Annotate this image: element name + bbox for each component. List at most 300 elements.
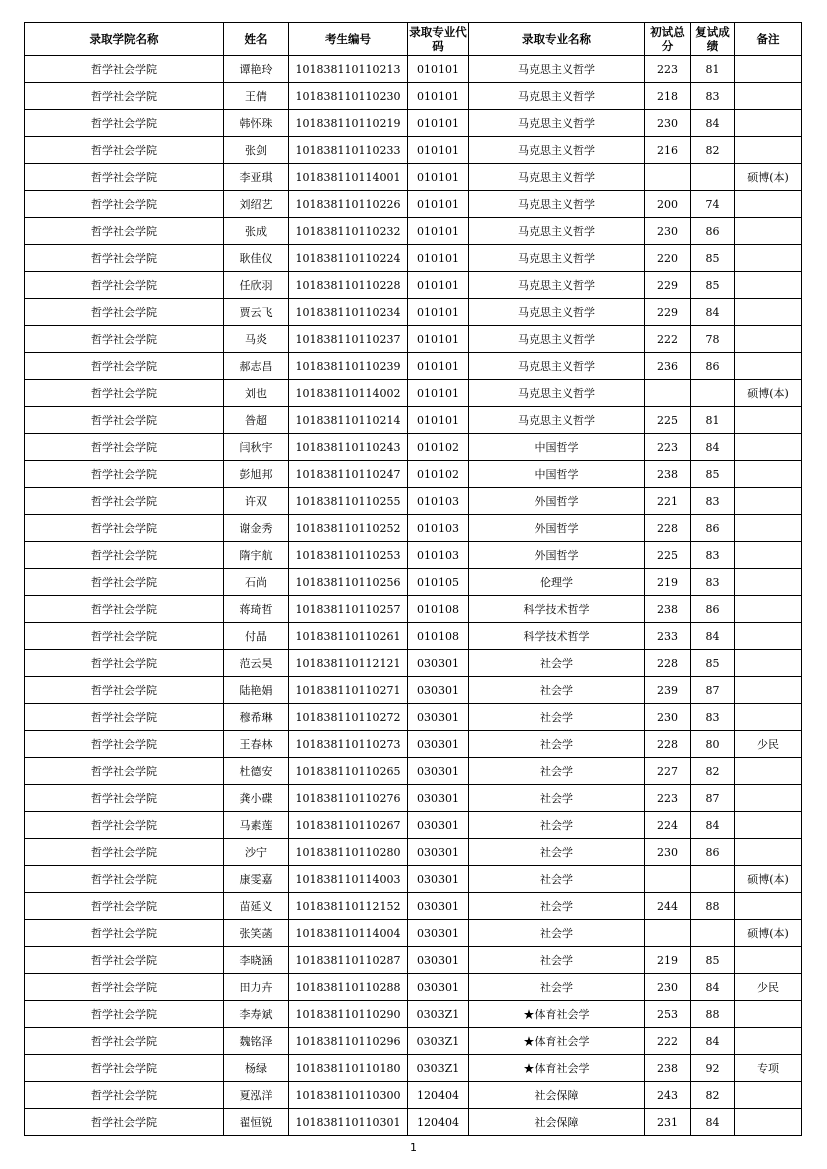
table-row [25, 110, 802, 137]
cell-college: 哲学社会学院 [25, 866, 224, 893]
cell-remark [735, 1082, 802, 1109]
cell-major-name: 社会学 [469, 677, 645, 704]
cell-college: 哲学社会学院 [25, 893, 224, 920]
cell-remark [735, 704, 802, 731]
cell-college: 哲学社会学院 [25, 542, 224, 569]
cell-college: 哲学社会学院 [25, 191, 224, 218]
cell-major-name: 外国哲学 [469, 488, 645, 515]
cell-major-code: 030301 [408, 974, 469, 1001]
cell-initial-score: 219 [645, 947, 691, 974]
cell-major-code: 010101 [408, 407, 469, 434]
cell-remark [735, 434, 802, 461]
cell-exam-no: 101838110110247 [289, 461, 408, 488]
cell-college: 哲学社会学院 [25, 785, 224, 812]
col-header-initial-score: 初试总分 [645, 23, 691, 56]
cell-exam-no: 101838110110252 [289, 515, 408, 542]
cell-exam-no: 101838110110301 [289, 1109, 408, 1136]
cell-major-name: 社会学 [469, 704, 645, 731]
cell-exam-no: 101838110110237 [289, 326, 408, 353]
cell-major-code: 010101 [408, 83, 469, 110]
cell-retest-score: 81 [691, 56, 735, 83]
cell-major-name: 马克思主义哲学 [469, 83, 645, 110]
table-row [25, 56, 802, 83]
table-row [25, 218, 802, 245]
cell-retest-score [691, 920, 735, 947]
cell-major-name: 社会保障 [469, 1109, 645, 1136]
cell-major-name: 科学技术哲学 [469, 623, 645, 650]
cell-college: 哲学社会学院 [25, 299, 224, 326]
cell-major-name: 社会学 [469, 947, 645, 974]
cell-initial-score: 218 [645, 83, 691, 110]
table-row [25, 191, 802, 218]
col-header-name: 姓名 [224, 23, 289, 56]
table-row [25, 515, 802, 542]
cell-exam-no: 101838110110290 [289, 1001, 408, 1028]
cell-college: 哲学社会学院 [25, 758, 224, 785]
cell-initial-score: 222 [645, 1028, 691, 1055]
cell-initial-score: 227 [645, 758, 691, 785]
cell-college: 哲学社会学院 [25, 974, 224, 1001]
cell-exam-no: 101838110110257 [289, 596, 408, 623]
cell-major-code: 010103 [408, 542, 469, 569]
cell-major-code: 030301 [408, 947, 469, 974]
cell-major-code: 0303Z1 [408, 1001, 469, 1028]
cell-initial-score: 223 [645, 785, 691, 812]
cell-major-code: 010101 [408, 245, 469, 272]
cell-remark [735, 542, 802, 569]
cell-initial-score: 236 [645, 353, 691, 380]
cell-major-name: 伦理学 [469, 569, 645, 596]
cell-remark: 硕博(本) [735, 380, 802, 407]
cell-initial-score: 230 [645, 839, 691, 866]
cell-retest-score: 82 [691, 1082, 735, 1109]
cell-major-code: 010103 [408, 515, 469, 542]
cell-initial-score: 238 [645, 596, 691, 623]
admission-table [24, 22, 802, 1136]
cell-college: 哲学社会学院 [25, 272, 224, 299]
cell-college: 哲学社会学院 [25, 623, 224, 650]
cell-major-code: 010101 [408, 353, 469, 380]
cell-major-name: ★体育社会学 [469, 1055, 645, 1082]
table-body [25, 56, 802, 1136]
cell-major-code: 030301 [408, 812, 469, 839]
table-row [25, 380, 802, 407]
cell-remark: 少民 [735, 974, 802, 1001]
cell-college: 哲学社会学院 [25, 380, 224, 407]
cell-retest-score: 74 [691, 191, 735, 218]
cell-major-name: 社会学 [469, 812, 645, 839]
cell-retest-score: 84 [691, 434, 735, 461]
cell-major-code: 010108 [408, 596, 469, 623]
cell-college: 哲学社会学院 [25, 920, 224, 947]
cell-name: 贾云飞 [224, 299, 289, 326]
table-row [25, 407, 802, 434]
cell-major-name: 马克思主义哲学 [469, 164, 645, 191]
cell-major-name: 社会学 [469, 758, 645, 785]
cell-remark [735, 1109, 802, 1136]
cell-remark: 硕博(本) [735, 920, 802, 947]
cell-remark [735, 407, 802, 434]
cell-exam-no: 101838110110296 [289, 1028, 408, 1055]
cell-major-name: 马克思主义哲学 [469, 245, 645, 272]
cell-remark [735, 839, 802, 866]
cell-major-code: 030301 [408, 839, 469, 866]
cell-retest-score: 85 [691, 272, 735, 299]
cell-major-code: 030301 [408, 920, 469, 947]
cell-major-code: 0303Z1 [408, 1028, 469, 1055]
table-row [25, 1109, 802, 1136]
cell-initial-score: 225 [645, 407, 691, 434]
cell-name: 谭艳玲 [224, 56, 289, 83]
cell-major-code: 120404 [408, 1082, 469, 1109]
cell-initial-score: 216 [645, 137, 691, 164]
cell-major-code: 010101 [408, 191, 469, 218]
cell-college: 哲学社会学院 [25, 461, 224, 488]
cell-name: 郝志昌 [224, 353, 289, 380]
cell-name: 闫秋宇 [224, 434, 289, 461]
cell-initial-score: 225 [645, 542, 691, 569]
cell-college: 哲学社会学院 [25, 839, 224, 866]
cell-college: 哲学社会学院 [25, 1001, 224, 1028]
cell-major-name: 社会学 [469, 893, 645, 920]
col-header-remark: 备注 [735, 23, 802, 56]
cell-name: 石尚 [224, 569, 289, 596]
cell-major-name: 马克思主义哲学 [469, 218, 645, 245]
cell-name: 沙宁 [224, 839, 289, 866]
page-number: 1 [410, 1141, 417, 1154]
cell-major-code: 030301 [408, 785, 469, 812]
cell-name: 张成 [224, 218, 289, 245]
cell-major-code: 030301 [408, 704, 469, 731]
cell-remark [735, 245, 802, 272]
cell-major-code: 010101 [408, 164, 469, 191]
table-row [25, 1028, 802, 1055]
cell-exam-no: 101838110110261 [289, 623, 408, 650]
col-header-college: 录取学院名称 [25, 23, 224, 56]
cell-retest-score: 84 [691, 1109, 735, 1136]
cell-remark [735, 515, 802, 542]
cell-name: 魏铭泽 [224, 1028, 289, 1055]
cell-name: 许双 [224, 488, 289, 515]
table-row [25, 758, 802, 785]
cell-remark [735, 812, 802, 839]
cell-remark [735, 758, 802, 785]
table-row [25, 434, 802, 461]
cell-retest-score: 84 [691, 812, 735, 839]
cell-college: 哲学社会学院 [25, 407, 224, 434]
cell-major-name: 社会学 [469, 785, 645, 812]
cell-remark [735, 461, 802, 488]
cell-retest-score: 92 [691, 1055, 735, 1082]
cell-remark [735, 677, 802, 704]
cell-exam-no: 101838110110287 [289, 947, 408, 974]
cell-retest-score: 88 [691, 893, 735, 920]
cell-remark [735, 272, 802, 299]
table-row [25, 245, 802, 272]
cell-remark [735, 218, 802, 245]
cell-major-name: 马克思主义哲学 [469, 326, 645, 353]
cell-name: 蒋琦哲 [224, 596, 289, 623]
table-row [25, 785, 802, 812]
cell-major-code: 030301 [408, 866, 469, 893]
table-row [25, 623, 802, 650]
cell-remark [735, 1001, 802, 1028]
cell-remark [735, 893, 802, 920]
cell-name: 田力卉 [224, 974, 289, 1001]
cell-initial-score [645, 380, 691, 407]
cell-remark [735, 569, 802, 596]
cell-major-name: 马克思主义哲学 [469, 299, 645, 326]
table-row [25, 1055, 802, 1082]
header-row [25, 23, 802, 56]
cell-retest-score: 83 [691, 488, 735, 515]
cell-college: 哲学社会学院 [25, 1028, 224, 1055]
cell-college: 哲学社会学院 [25, 164, 224, 191]
cell-major-code: 030301 [408, 758, 469, 785]
table-row [25, 839, 802, 866]
cell-major-name: 社会学 [469, 839, 645, 866]
cell-initial-score [645, 866, 691, 893]
cell-major-code: 0303Z1 [408, 1055, 469, 1082]
cell-retest-score: 84 [691, 110, 735, 137]
cell-initial-score: 238 [645, 1055, 691, 1082]
cell-name: 任欣羽 [224, 272, 289, 299]
cell-remark [735, 137, 802, 164]
cell-remark [735, 353, 802, 380]
table-row [25, 1082, 802, 1109]
cell-exam-no: 101838110110271 [289, 677, 408, 704]
cell-exam-no: 101838110110224 [289, 245, 408, 272]
cell-retest-score [691, 380, 735, 407]
cell-initial-score: 223 [645, 56, 691, 83]
col-header-retest-score: 复试成绩 [691, 23, 735, 56]
cell-exam-no: 101838110110272 [289, 704, 408, 731]
cell-retest-score [691, 866, 735, 893]
table-row [25, 542, 802, 569]
cell-exam-no: 101838110110226 [289, 191, 408, 218]
cell-major-code: 030301 [408, 893, 469, 920]
cell-exam-no: 101838110110233 [289, 137, 408, 164]
cell-retest-score: 85 [691, 650, 735, 677]
table-row [25, 164, 802, 191]
cell-college: 哲学社会学院 [25, 947, 224, 974]
cell-major-name: ★体育社会学 [469, 1001, 645, 1028]
cell-retest-score: 83 [691, 83, 735, 110]
cell-college: 哲学社会学院 [25, 596, 224, 623]
cell-initial-score: 219 [645, 569, 691, 596]
cell-initial-score [645, 164, 691, 191]
cell-exam-no: 101838110110253 [289, 542, 408, 569]
table-row [25, 704, 802, 731]
cell-initial-score: 253 [645, 1001, 691, 1028]
cell-name: 杨绿 [224, 1055, 289, 1082]
cell-name: 陆艳娟 [224, 677, 289, 704]
cell-college: 哲学社会学院 [25, 353, 224, 380]
cell-college: 哲学社会学院 [25, 326, 224, 353]
cell-remark [735, 947, 802, 974]
cell-major-code: 010101 [408, 110, 469, 137]
cell-remark [735, 326, 802, 353]
cell-major-name: 马克思主义哲学 [469, 407, 645, 434]
cell-initial-score: 230 [645, 974, 691, 1001]
cell-major-name: 科学技术哲学 [469, 596, 645, 623]
cell-major-code: 030301 [408, 731, 469, 758]
cell-initial-score: 220 [645, 245, 691, 272]
cell-major-name: 马克思主义哲学 [469, 353, 645, 380]
table-row [25, 920, 802, 947]
cell-major-name: ★体育社会学 [469, 1028, 645, 1055]
cell-initial-score: 222 [645, 326, 691, 353]
cell-major-name: 马克思主义哲学 [469, 380, 645, 407]
cell-name: 谢金秀 [224, 515, 289, 542]
cell-exam-no: 101838110110276 [289, 785, 408, 812]
cell-college: 哲学社会学院 [25, 245, 224, 272]
cell-major-code: 010102 [408, 461, 469, 488]
cell-initial-score: 229 [645, 272, 691, 299]
cell-retest-score: 85 [691, 461, 735, 488]
cell-remark [735, 299, 802, 326]
cell-college: 哲学社会学院 [25, 731, 224, 758]
col-header-major-code: 录取专业代码 [408, 23, 469, 56]
cell-major-name: 社会学 [469, 920, 645, 947]
cell-initial-score: 224 [645, 812, 691, 839]
cell-name: 李寿斌 [224, 1001, 289, 1028]
cell-initial-score: 244 [645, 893, 691, 920]
cell-major-code: 010102 [408, 434, 469, 461]
cell-name: 夏泓洋 [224, 1082, 289, 1109]
table-row [25, 272, 802, 299]
cell-remark: 硕博(本) [735, 866, 802, 893]
cell-remark: 专项 [735, 1055, 802, 1082]
cell-major-code: 010108 [408, 623, 469, 650]
cell-exam-no: 101838110114003 [289, 866, 408, 893]
cell-initial-score: 230 [645, 110, 691, 137]
cell-name: 王春林 [224, 731, 289, 758]
cell-retest-score: 82 [691, 137, 735, 164]
cell-retest-score: 87 [691, 677, 735, 704]
cell-initial-score: 221 [645, 488, 691, 515]
cell-exam-no: 101838110110234 [289, 299, 408, 326]
cell-exam-no: 101838110110213 [289, 56, 408, 83]
cell-major-code: 010105 [408, 569, 469, 596]
cell-college: 哲学社会学院 [25, 1109, 224, 1136]
cell-exam-no: 101838110110232 [289, 218, 408, 245]
cell-retest-score: 86 [691, 218, 735, 245]
table-row [25, 569, 802, 596]
cell-initial-score: 228 [645, 650, 691, 677]
cell-remark [735, 191, 802, 218]
cell-college: 哲学社会学院 [25, 83, 224, 110]
cell-exam-no: 101838110110180 [289, 1055, 408, 1082]
cell-name: 张剑 [224, 137, 289, 164]
cell-name: 刘绍艺 [224, 191, 289, 218]
cell-exam-no: 101838110110300 [289, 1082, 408, 1109]
cell-retest-score: 82 [691, 758, 735, 785]
cell-remark [735, 83, 802, 110]
table-row [25, 461, 802, 488]
cell-college: 哲学社会学院 [25, 569, 224, 596]
cell-exam-no: 101838110110273 [289, 731, 408, 758]
table-row [25, 650, 802, 677]
cell-retest-score: 86 [691, 839, 735, 866]
cell-exam-no: 101838110110243 [289, 434, 408, 461]
cell-initial-score [645, 920, 691, 947]
table-row [25, 866, 802, 893]
cell-retest-score: 86 [691, 353, 735, 380]
cell-major-code: 010103 [408, 488, 469, 515]
cell-major-name: 马克思主义哲学 [469, 272, 645, 299]
table-row [25, 137, 802, 164]
cell-initial-score: 231 [645, 1109, 691, 1136]
cell-major-name: 外国哲学 [469, 515, 645, 542]
cell-major-code: 030301 [408, 650, 469, 677]
cell-name: 马素莲 [224, 812, 289, 839]
cell-major-code: 010101 [408, 326, 469, 353]
table-row [25, 947, 802, 974]
cell-exam-no: 101838110114002 [289, 380, 408, 407]
cell-initial-score: 200 [645, 191, 691, 218]
cell-retest-score [691, 164, 735, 191]
cell-major-code: 010101 [408, 380, 469, 407]
table-row [25, 596, 802, 623]
cell-college: 哲学社会学院 [25, 677, 224, 704]
cell-major-name: 马克思主义哲学 [469, 110, 645, 137]
table-row [25, 83, 802, 110]
cell-exam-no: 101838110112121 [289, 650, 408, 677]
cell-exam-no: 101838110110255 [289, 488, 408, 515]
table-row [25, 488, 802, 515]
cell-name: 穆希琳 [224, 704, 289, 731]
cell-initial-score: 230 [645, 704, 691, 731]
cell-major-name: 社会保障 [469, 1082, 645, 1109]
cell-initial-score: 233 [645, 623, 691, 650]
cell-remark [735, 650, 802, 677]
cell-remark [735, 488, 802, 515]
table-row [25, 731, 802, 758]
cell-name: 张笑菡 [224, 920, 289, 947]
cell-name: 李亚琪 [224, 164, 289, 191]
cell-name: 彭旭邦 [224, 461, 289, 488]
table-row [25, 326, 802, 353]
cell-retest-score: 80 [691, 731, 735, 758]
table-row [25, 677, 802, 704]
cell-name: 王倩 [224, 83, 289, 110]
cell-exam-no: 101838110110219 [289, 110, 408, 137]
cell-name: 杜德安 [224, 758, 289, 785]
cell-retest-score: 84 [691, 299, 735, 326]
cell-retest-score: 84 [691, 1028, 735, 1055]
cell-remark: 硕博(本) [735, 164, 802, 191]
cell-major-name: 中国哲学 [469, 434, 645, 461]
cell-exam-no: 101838110110214 [289, 407, 408, 434]
cell-remark [735, 623, 802, 650]
cell-retest-score: 83 [691, 704, 735, 731]
cell-college: 哲学社会学院 [25, 137, 224, 164]
cell-retest-score: 85 [691, 245, 735, 272]
col-header-exam-no: 考生编号 [289, 23, 408, 56]
cell-exam-no: 101838110110280 [289, 839, 408, 866]
cell-major-name: 外国哲学 [469, 542, 645, 569]
cell-initial-score: 230 [645, 218, 691, 245]
cell-major-name: 马克思主义哲学 [469, 191, 645, 218]
cell-retest-score: 86 [691, 596, 735, 623]
table-row [25, 1001, 802, 1028]
table-row [25, 299, 802, 326]
table-row [25, 812, 802, 839]
cell-major-name: 中国哲学 [469, 461, 645, 488]
cell-retest-score: 83 [691, 569, 735, 596]
cell-name: 李晓涵 [224, 947, 289, 974]
